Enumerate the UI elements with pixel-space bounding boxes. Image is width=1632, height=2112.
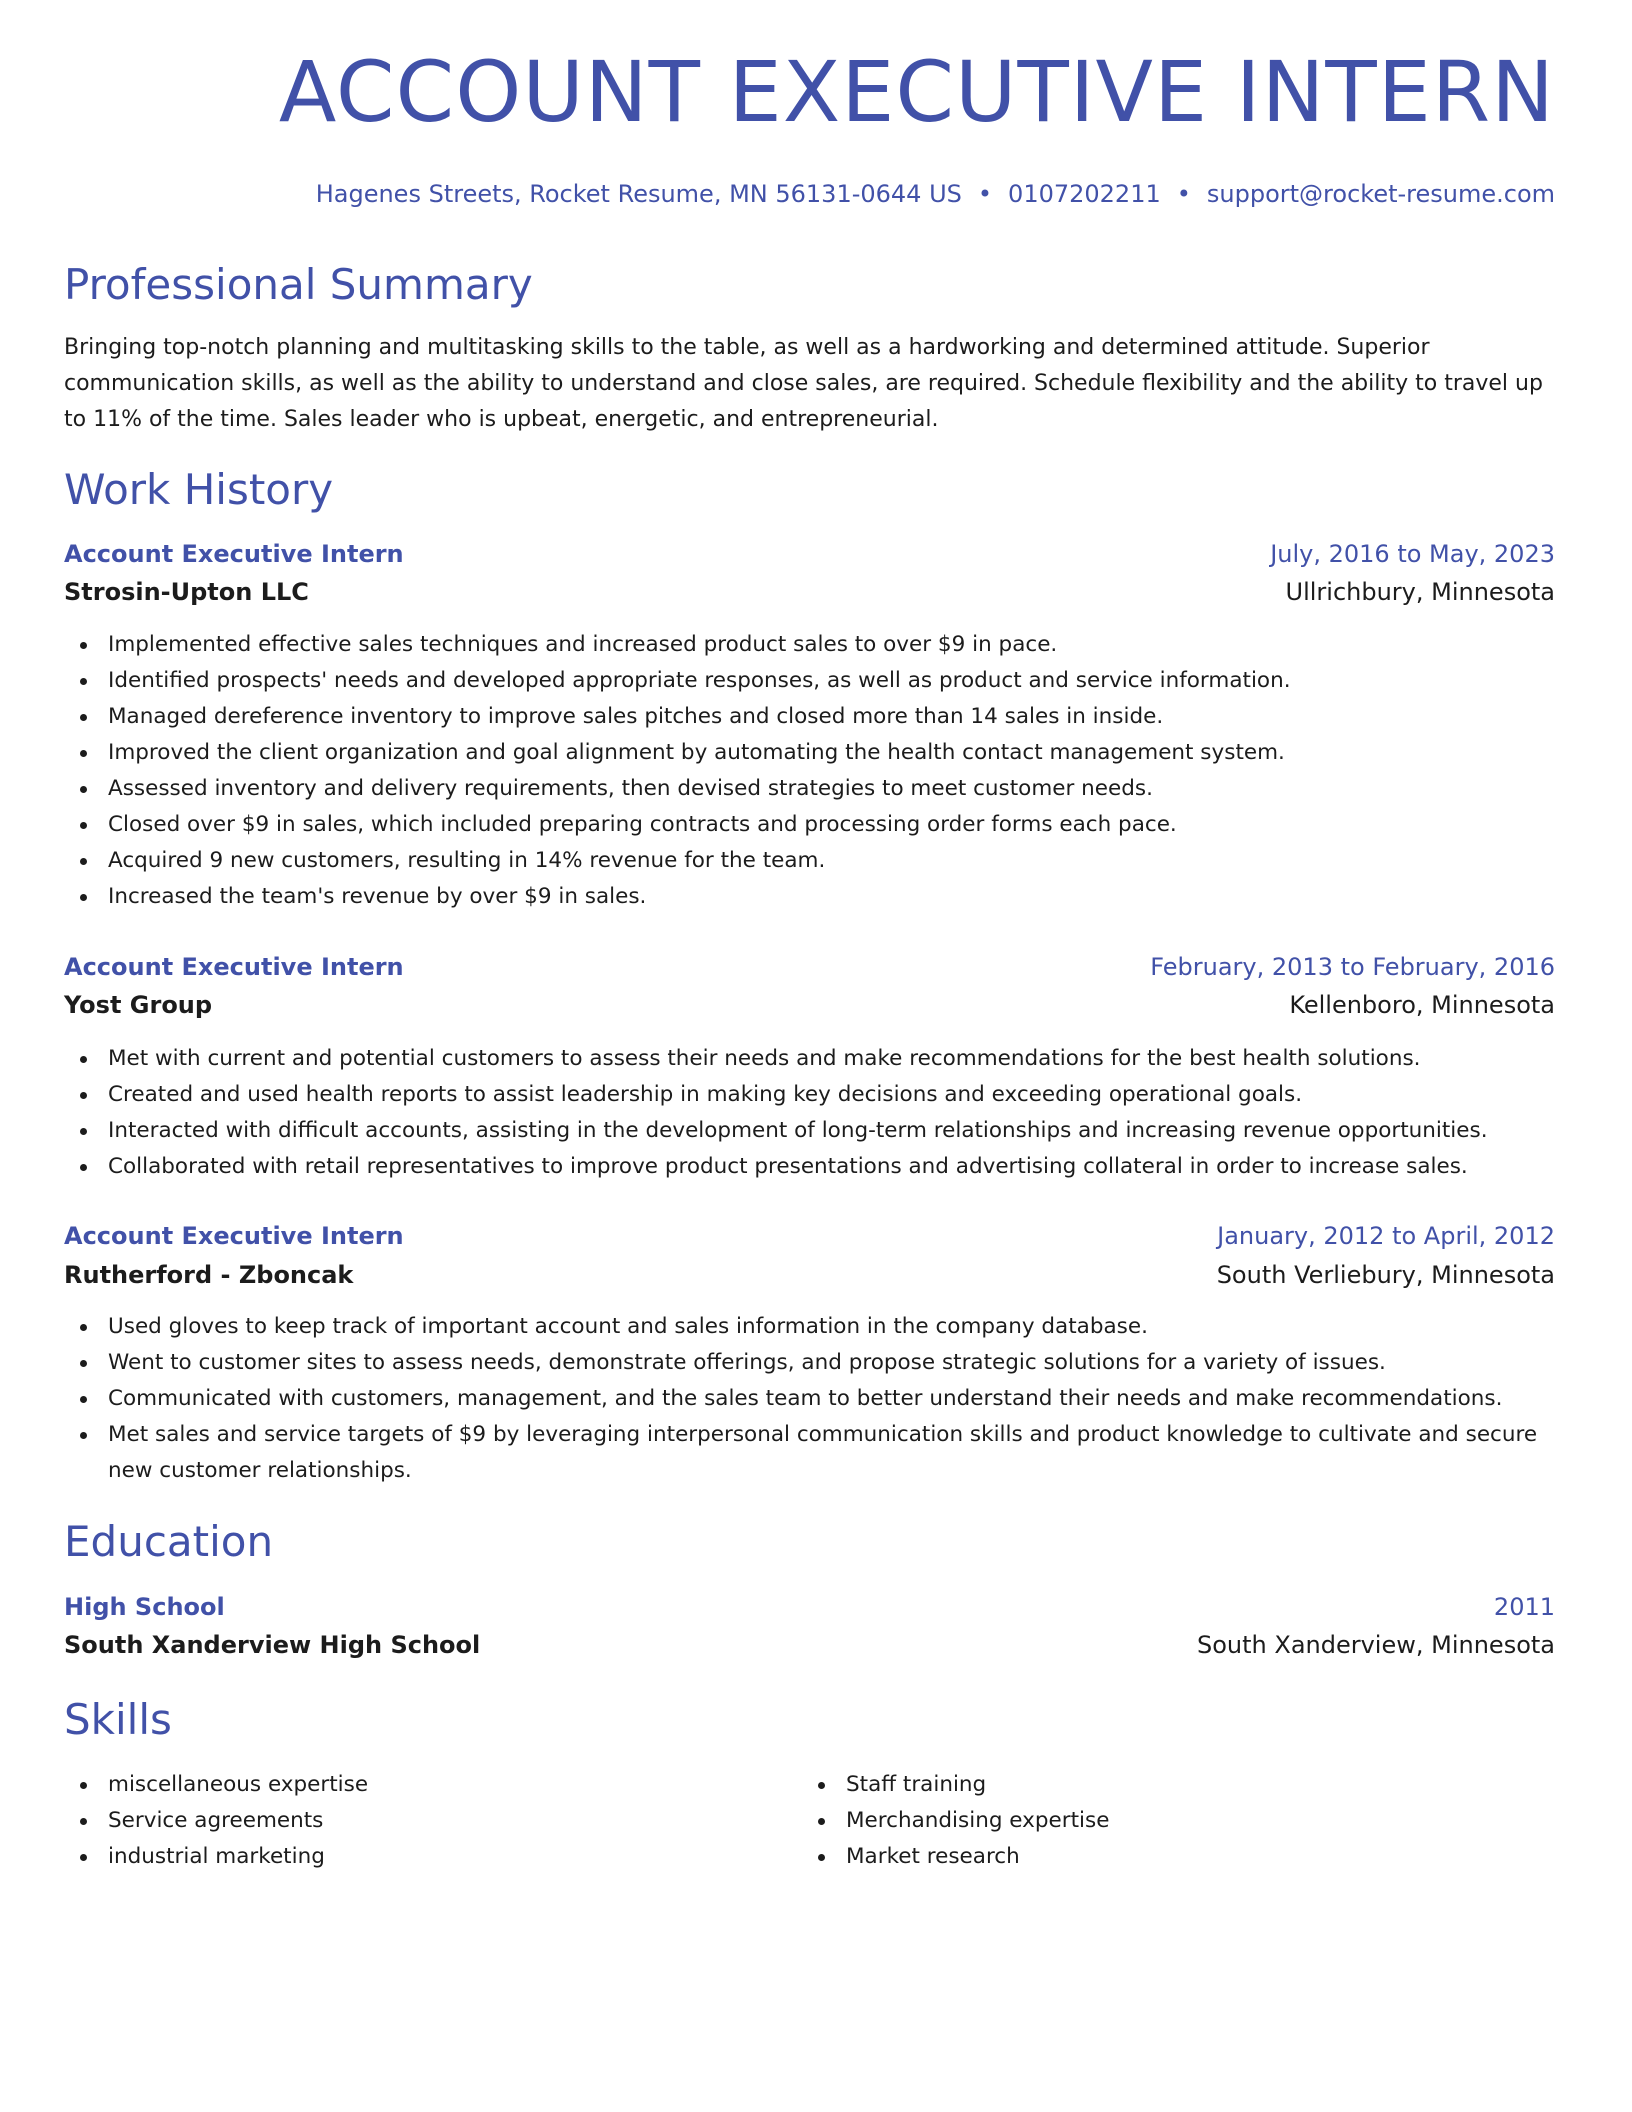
skill-item: industrial marketing: [64, 1839, 1555, 1875]
job-role: Account Executive Intern: [64, 953, 404, 981]
education-school-row: [64, 1628, 1555, 1662]
candidate-name: ACCOUNT EXECUTIVE INTERN: [278, 43, 1555, 141]
list-item: Implemented effective sales techniques and increased product sales to over $9 in pace.: [64, 627, 1555, 663]
job-role: Account Executive Intern: [64, 1222, 404, 1250]
job-company: Rutherford - Zboncak: [64, 1261, 354, 1289]
skills-heading: Skills: [64, 1695, 172, 1744]
contact-separator: •: [977, 180, 993, 208]
job-header: [64, 537, 1555, 571]
list-item: Managed dereference inventory to improve sales pitches and closed more than 14 sales in inside.: [64, 699, 1555, 735]
list-item: Acquired 9 new customers, resulting in 14% revenue for the team.: [64, 843, 1555, 879]
job-dates: February, 2013 to February, 2016: [1150, 953, 1555, 981]
contact-email[interactable]: support@rocket-resume.com: [1206, 180, 1555, 208]
list-item: Created and used health reports to assist leadership in making key decisions and exceeding operational goals.: [64, 1077, 1555, 1113]
summary-heading: Professional Summary: [64, 260, 533, 309]
job-company: Strosin-Upton LLC: [64, 578, 309, 606]
job-location: Ullrichbury, Minnesota: [1285, 578, 1555, 606]
job-dates: July, 2016 to May, 2023: [1270, 540, 1555, 568]
list-item: Assessed inventory and delivery requirements, then devised strategies to meet customer needs.: [64, 771, 1555, 807]
skill-item: miscellaneous expertise: [64, 1767, 1555, 1803]
education-heading: Education: [64, 1517, 274, 1566]
job-company: Yost Group: [64, 991, 213, 1019]
education-year: 2011: [1493, 1593, 1555, 1621]
education-location: South Xanderview, Minnesota: [1197, 1631, 1555, 1659]
education-school: South Xanderview High School: [64, 1631, 481, 1659]
skills-list-right: [802, 1767, 1632, 1875]
job-header: [64, 1219, 1555, 1253]
job-company-row: [64, 1258, 1555, 1292]
list-item: Increased the team's revenue by over $9 in sales.: [64, 879, 1555, 915]
skill-item: Service agreements: [64, 1803, 1555, 1839]
list-item: Communicated with customers, management, and the sales team to better understand their needs and make recommendations.: [64, 1381, 1555, 1417]
contact-phone: 0107202211: [1008, 180, 1161, 208]
list-item: Went to customer sites to assess needs, demonstrate offerings, and propose strategic solutions for a variety of issues.: [64, 1345, 1555, 1381]
summary-text: Bringing top-notch planning and multitasking skills to the table, as well as a hardworking and determined attitude. Superior communication skills, as well as the ability to understand and close sales, are required. Schedule flexibility and the ability to travel up to 11% of the time. Sales leader who is upbeat, energetic, and entrepreneurial.: [64, 335, 1543, 432]
work-history-heading: Work History: [64, 465, 334, 514]
list-item: Met with current and potential customers to assess their needs and make recommendations for the best health solutions.: [64, 1041, 1555, 1077]
job-bullets: [64, 627, 1555, 915]
job-location: Kellenboro, Minnesota: [1289, 991, 1555, 1019]
list-item: Met sales and service targets of $9 by leveraging interpersonal communication skills and product knowledge to cultivate and secure new customer relationships.: [64, 1417, 1555, 1489]
list-item: Interacted with difficult accounts, assisting in the development of long-term relationships and increasing revenue opportunities.: [64, 1113, 1555, 1149]
job-role: Account Executive Intern: [64, 540, 404, 568]
job-company-row: [64, 575, 1555, 609]
list-item: Improved the client organization and goal alignment by automating the health contact management system.: [64, 735, 1555, 771]
education-degree: High School: [64, 1593, 225, 1621]
job-header: [64, 950, 1555, 984]
list-item: Used gloves to keep track of important account and sales information in the company database.: [64, 1309, 1555, 1345]
list-item: Identified prospects' needs and developed appropriate responses, as well as product and service information.: [64, 663, 1555, 699]
contact-separator: •: [1176, 180, 1191, 208]
skill-item: Staff training: [802, 1767, 1632, 1803]
job-bullets: [64, 1041, 1555, 1185]
contact-address: Hagenes Streets, Rocket Resume, MN 56131-0644 US: [315, 180, 962, 208]
job-company-row: [64, 988, 1555, 1022]
list-item: Closed over $9 in sales, which included preparing contracts and processing order forms each pace.: [64, 807, 1555, 843]
list-item: Collaborated with retail representatives to improve product presentations and advertising collateral in order to increase sales.: [64, 1149, 1555, 1185]
job-bullets: [64, 1309, 1555, 1489]
contact-line: [316, 178, 1555, 210]
education-header: [64, 1590, 1555, 1624]
skill-item: Market research: [802, 1839, 1632, 1875]
job-location: South Verliebury, Minnesota: [1216, 1261, 1555, 1289]
job-dates: January, 2012 to April, 2012: [1217, 1222, 1555, 1250]
skill-item: Merchandising expertise: [802, 1803, 1632, 1839]
